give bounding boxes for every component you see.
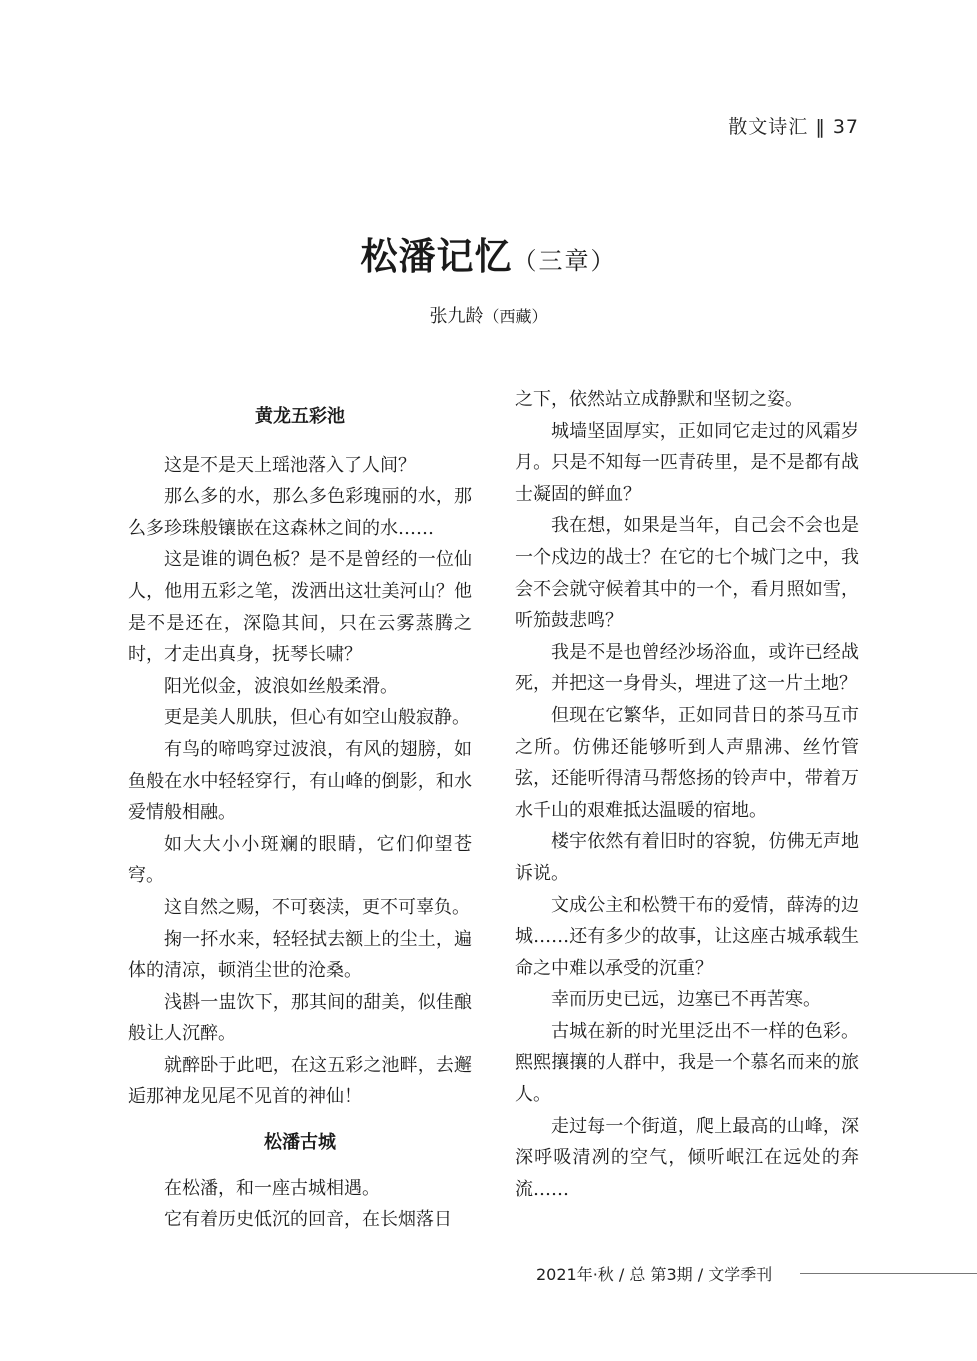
paragraph: 就醉卧于此吧，在这五彩之池畔，去邂逅那神龙见尾不见首的神仙！ [128,1054,472,1108]
paragraph: 古城在新的时光里泛出不一样的色彩。熙熙攘攘的人群中，我是一个慕名而来的旅人。 [515,1020,859,1106]
paragraph: 掬一抔水来，轻轻拭去额上的尘土，遍体的清凉，顿消尘世的沧桑。 [128,928,472,982]
paragraph: 阳光似金，波浪如丝般柔滑。 [164,675,398,697]
paragraph: 城墙坚固厚实，正如同它走过的风霜岁月。只是不知每一匹青砖里，是不是都有战士凝固的鲜血？ [515,420,859,505]
paragraph: 幸而历史已远，边塞已不再苦寒。 [551,989,821,1011]
paragraph: 这自然之赐，不可亵渎，更不可辜负。 [164,896,470,918]
paragraph: 但现在它繁华，正如同昔日的茶马互市之所。仿佛还能够听到人声鼎沸、丝竹管弦，还能听得清马帮悠扬的铃声中，带着万水千山的艰难抵达温暖的宿地。 [515,704,859,821]
section-name: 散文诗汇 [728,116,809,138]
section-heading-songpan: 松潘古城 [264,1132,336,1154]
article-title [0,226,977,280]
paragraph: 更是美人肌肤，但心有如空山般寂静。 [164,707,470,729]
paragraph: 这是谁的调色板？是不是曾经的一位仙人，他用五彩之笔，泼洒出这壮美河山？他是不是还在，深隐其间，只在云雾蒸腾之时，才走出真身，抚琴长啸？ [128,549,472,666]
page-number: 37 [832,116,859,138]
paragraph: 它有着历史低沉的回音，在长烟落日 [164,1209,452,1231]
title-subtitle: （三章） [512,247,617,275]
paragraph: 那么多的水，那么多色彩瑰丽的水，那么多珍珠般镶嵌在这森林之间的水…… [128,486,472,539]
author-line [0,302,977,328]
paragraph: 如大大小小斑斓的眼睛，它们仰望苍穹。 [128,833,472,887]
paragraph: 在松潘，和一座古城相遇。 [164,1177,380,1199]
paragraph: 有鸟的啼鸣穿过波浪，有风的翅膀，如鱼般在水中轻轻穿行，有山峰的倒影，和水爱情般相融。 [128,738,472,824]
paragraph: 我在想，如果是当年，自己会不会也是一个戍边的战士？在它的七个城门之中，我会不会就守候着其中的一个，看月照如雪，听笳鼓悲鸣？ [515,515,859,632]
right-column [515,384,859,1205]
running-header [728,112,859,139]
section-heading-huanglong: 黄龙五彩池 [255,406,345,427]
author-name: 张九龄 [429,306,484,327]
author-region: （西藏） [483,307,548,326]
header-separator: ‖ [815,116,826,138]
paragraph: 走过每一个街道，爬上最高的山峰，深深呼吸清冽的空气，倾听岷江在远处的奔流…… [515,1115,859,1200]
journal-footer: 2021年·秋 / 总 第3期 / 文学季刊 [536,1265,773,1284]
left-column [128,384,472,1236]
footer-rule [800,1273,977,1274]
paragraph: 这是不是天上瑶池落入了人间？ [164,454,416,476]
paragraph: 文成公主和松赞干布的爱情，薛涛的边城……还有多少的故事，让这座古城承载生命之中难以承受的沉重？ [515,894,859,979]
paragraph: 楼宇依然有着旧时的容貌，仿佛无声地诉说。 [515,831,859,884]
title-main: 松潘记忆 [360,235,513,278]
paragraph: 我是不是也曾经沙场浴血，或许已经战死，并把这一身骨头，埋进了这一片土地？ [515,641,859,695]
paragraph: 浅斟一盅饮下，那其间的甜美，似佳酿般让人沉醉。 [128,991,472,1045]
paragraph-continuation: 之下，依然站立成静默和坚韧之姿。 [515,389,803,410]
